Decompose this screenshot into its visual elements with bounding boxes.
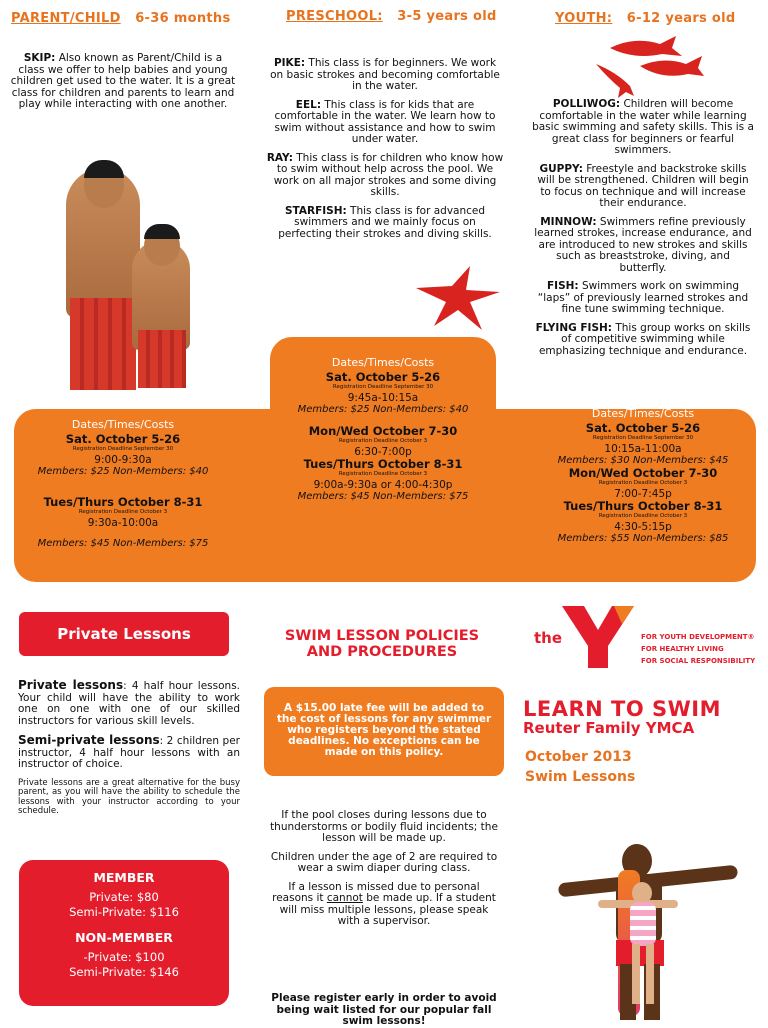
header-parent-child: PARENT/CHILD 6-36 months [11, 11, 231, 26]
private-lessons-button[interactable]: Private Lessons [19, 612, 229, 656]
branch-name: Reuter Family YMCA [523, 719, 695, 737]
class-guppy: GUPPY: Freestyle and backstroke skills will be strengthened. Children will begin to focus on technique and will increase their endurance. [537, 162, 749, 209]
youth-classes [532, 99, 754, 364]
header-preschool: PRESCHOOL: 3-5 years old [286, 9, 497, 24]
schedule-youth: Dates/Times/Costs Sat. October 5-26 Registration Deadline September 30 10:15a-11:00a Members: $30 Non-Members: $45 Mon/Wed October 7-30 Registration Deadline October 3 7:00-7:45p Tues/Thurs October 8-31 Registration Deadline October 3 4:30-5:15p Members: $55 Non-Members: $85 [557, 407, 729, 544]
late-fee-box: A $15.00 late fee will be added to the cost of lessons for any swimmer who registers beyond the stated deadlines. No exceptions can be made on this policy. [264, 687, 504, 776]
class-starfish: STARFISH: This class is for advanced swimmers and we mainly focus on perfecting their strokes and diving skills. [278, 204, 492, 240]
member-title: MEMBER [93, 870, 155, 885]
price-box: MEMBER Private: $80 Semi-Private: $116 NON-MEMBER -Private: $100 Semi-Private: $146 [19, 860, 229, 1006]
register-note: Please register early in order to avoid being wait listed for our popular fall swim lessons! [271, 992, 497, 1027]
parent-child-description: SKIP: Also known as Parent/Child is a class we offer to help babies and young children get used to the water. It is a great class for children and parents to learn and play while interacting with one another. [10, 52, 236, 110]
ymca-logo: the [534, 606, 634, 670]
class-flying-fish: FLYING FISH: This group works on skills of competitive swimming while emphasizing technique and endurance. [535, 321, 751, 357]
non-member-title: NON-MEMBER [75, 930, 173, 945]
learn-to-swim-title: LEARN TO SWIM [523, 697, 722, 721]
class-minnow: MINNOW: Swimmers refine previously learned strokes, increase endurance, and are introduced to new strokes and skills such as breaststroke, diving, and butterfly. [534, 215, 752, 274]
ymca-y-icon [562, 606, 634, 668]
private-lessons-info: Private lessons: 4 half hour lessons. Your child will have the ability to work one on one with one of our skilled instructors for various skill levels. Semi-private lessons: 2 children per instructor, 4 half hour lessons with an instructor of choice. Private lessons are a great alternative for the busy parent, as you will have the ability to schedule the lessons with your instructor according to your schedule. [18, 678, 240, 816]
schedule-parent-child: Dates/Times/Costs Sat. October 5-26 Registration Deadline September 30 9:00-9:30a Members: $25 Non-Members: $40 Tues/Thurs October 8-31 Registration Deadline October 3 9:30a-10:00a Members: $45 Non-Members: $75 [37, 418, 209, 549]
header-youth: YOUTH: 6-12 years old [555, 11, 736, 26]
schedule-preschool: Dates/Times/Costs Sat. October 5-26 Registration Deadline September 30 9:45a-10:15a Members: $25 Non-Members: $40 Mon/Wed October 7-30 Registration Deadline October 3 6:30-7:00p Tues/Thurs October 8-31 Registration Deadline October 3 9:00a-9:30a or 4:00-4:30p Members: $45 Non-Members: $75 [297, 356, 469, 502]
boys-photo [62, 160, 198, 392]
class-polliwog: POLLIWOG: Children will become comfortable in the water while learning basic swimming and safety skills. This is a great class for beginners or fearful swimmers. [532, 98, 754, 156]
instructor-photo [558, 840, 740, 1020]
class-ray: RAY: This class is for children who know how to swim without help across the pool. We work on all major strokes and some diving skills. [266, 151, 504, 198]
policies-title: SWIM LESSON POLICIES AND PROCEDURES [284, 628, 480, 660]
class-pike: PIKE: This class is for beginners. We work on basic strokes and becoming comfortable in the water. [270, 57, 500, 92]
preschool-classes [266, 58, 504, 247]
session-subtitle: Swim Lessons [525, 769, 636, 785]
policies-text: If the pool closes during lessons due to thunderstorms or bodily fluid incidents; the lesson will be made up. Children under the age of 2 are required to wear a swim diaper during class. If a lesson is missed due to personal reasons it cannot be made up. If a student will miss multiple lessons, please speak with a supervisor. [270, 809, 498, 927]
class-eel: EEL: This class is for kids that are comfortable in the water. We learn how to swim without assistance and how to swim under water. [274, 98, 496, 145]
session-month: October 2013 [525, 749, 632, 765]
class-name: SKIP: [23, 52, 56, 64]
fish-icon [590, 34, 706, 98]
class-fish: FISH: Swimmers work on swimming “laps” of previously learned strokes and fine tune swimming technique. [537, 280, 749, 315]
ymca-tagline: FOR YOUTH DEVELOPMENT® FOR HEALTHY LIVING FOR SOCIAL RESPONSIBILITY [641, 633, 756, 665]
starfish-icon [412, 262, 504, 334]
